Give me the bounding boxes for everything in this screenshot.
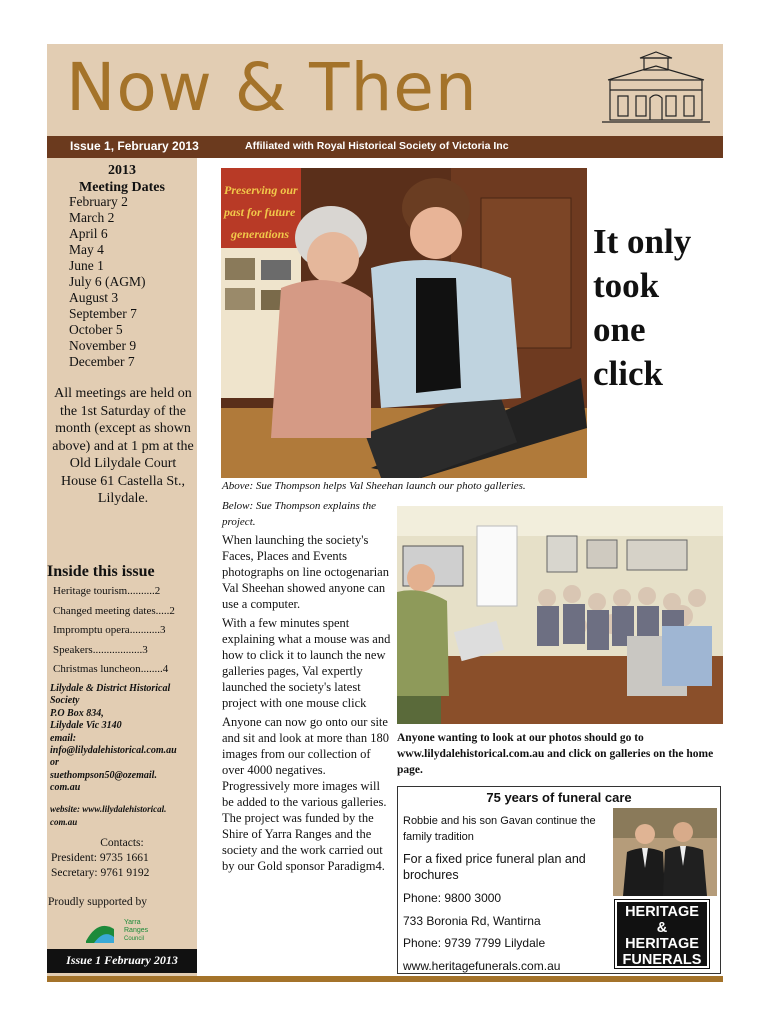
headline-line: one: [593, 310, 646, 349]
toc-leader: ..................: [92, 643, 143, 656]
toc-page: 3: [142, 643, 148, 656]
society-website: [50, 803, 196, 829]
toc-entry: [53, 582, 191, 602]
meeting-date: July 6 (AGM): [69, 274, 146, 289]
paragraph: With a few minutes spent explaining what a mouse was and how to click it to launch the new galleries pages, Val expertly launched the society's latest project with one mouse click: [222, 616, 391, 710]
toc-leader: ..........: [127, 585, 155, 597]
footer-issue: Issue 1 February 2013: [66, 953, 178, 967]
banner-line-2: past for future: [224, 205, 296, 219]
address-line: Society: [50, 695, 80, 707]
paragraph: Anyone can now go onto our site and sit and look at more than 180 images from our collection of over 4000 negatives. Progressively more images will be added to the various galleries. The project was funded by the Shire of Yarra Ranges and the society and the work carried out by our Gold sponsor Paradigm4.: [222, 715, 389, 873]
headline: [593, 220, 691, 396]
headline-line: It only: [593, 222, 692, 261]
newsletter-title: Now & Then: [66, 49, 478, 126]
meetings-title: Meeting Dates: [79, 180, 165, 195]
website-line: com.au: [50, 817, 78, 827]
audience-photo: [397, 506, 723, 724]
toc-leader: ........: [140, 663, 163, 675]
ad-title: 75 years of funeral care: [486, 790, 632, 805]
address-line: Lilydale Vic 3140: [50, 720, 122, 732]
banner-line-3: generations: [231, 227, 290, 241]
caption-above: Above: Sue Thompson helps Val Sheehan launch our photo galleries.: [222, 480, 526, 492]
toc-label: Impromptu opera: [53, 624, 130, 636]
toc-entry: [53, 660, 191, 680]
bottom-rule: [47, 976, 723, 982]
toc-label: Changed meeting dates: [53, 604, 156, 617]
toc-entry: [53, 602, 191, 622]
paragraph: When launching the society's Faces, Places and Events photographs on line octogenarian Val Sheehan showed anyone can use a computer.: [222, 533, 389, 611]
support-label: Proudly supported by: [48, 896, 148, 908]
headline-line: click: [593, 354, 663, 393]
address-line: Lilydale & District Historical: [50, 683, 171, 694]
logo-text-3: Council: [124, 936, 145, 942]
meeting-date: March 2: [69, 210, 115, 225]
inside-issue-heading: Inside this issue: [47, 563, 155, 580]
address-line: email:: [50, 732, 77, 744]
toc-page: 3: [159, 624, 166, 636]
funeral-directors-photo: [613, 808, 717, 896]
article-body: [222, 532, 394, 877]
caption-below: Below: Sue Thompson explains the project.: [222, 500, 376, 528]
toc-label: Christmas luncheon: [53, 663, 141, 675]
toc-label: Speakers: [53, 643, 93, 656]
toc-page: 4: [162, 663, 169, 675]
headline-line: took: [593, 266, 660, 305]
society-address: [50, 683, 196, 795]
logo-line: HERITAGE: [625, 904, 699, 920]
toc-page: 2: [169, 604, 175, 617]
toc-entry: [53, 641, 191, 661]
issue-label: Issue 1, February 2013: [70, 139, 199, 153]
launch-photo: [221, 168, 587, 478]
meetings-year: 2013: [108, 163, 136, 178]
secretary-contact: Secretary: 9761 9192: [51, 867, 150, 879]
ad-plan: For a fixed price funeral plan and brochures: [403, 852, 586, 882]
ad-website[interactable]: www.heritagefunerals.com.au: [403, 959, 561, 973]
courthouse-sketch-icon: [600, 50, 712, 126]
meeting-date: November 9: [69, 338, 137, 353]
contacts-title: Contacts:: [100, 837, 144, 849]
meeting-date: December 7: [69, 354, 135, 369]
president-contact: President: 9735 1661: [51, 852, 149, 864]
toc-leader: ...........: [129, 624, 160, 636]
meeting-note: All meetings are held on the 1st Saturday of the month (except as shown above) and at 1 pm at the Old Lilydale Court House 61 Castella St., Lilydale.: [52, 386, 194, 506]
meeting-date: June 1: [69, 258, 104, 273]
yarra-ranges-logo: [84, 915, 160, 945]
meeting-date: May 4: [69, 242, 104, 257]
logo-line: HERITAGE: [625, 936, 699, 952]
address-line: or: [50, 757, 59, 769]
logo-text-1: Yarra: [124, 919, 141, 926]
affiliation-label: Affiliated with Royal Historical Society of Victoria Inc: [245, 140, 509, 152]
meeting-date: August 3: [69, 290, 119, 305]
meeting-date: October 5: [69, 322, 123, 337]
ad-tradition: Robbie and his son Gavan continue the family tradition: [403, 815, 596, 843]
meeting-date: February 2: [69, 194, 128, 209]
logo-line: &: [656, 920, 668, 936]
table-of-contents: [53, 582, 191, 680]
address-line: info@lilydalehistorical.com.au: [50, 745, 177, 757]
heritage-funerals-logo: [615, 900, 709, 968]
logo-text-2: Ranges: [124, 927, 149, 934]
meeting-date: September 7: [69, 306, 137, 321]
ad-address: 733 Boronia Rd, Wantirna: [403, 914, 541, 928]
address-line: com.au: [50, 782, 81, 794]
address-line: suethompson50@ozemail.: [50, 769, 157, 781]
toc-page: 2: [154, 585, 161, 597]
photos-caption: Anyone wanting to look at our photos should go to www.lilydalehistorical.com.au and click on galleries on the home page.: [397, 732, 714, 776]
toc-leader: .....: [155, 604, 170, 617]
toc-entry: [53, 621, 191, 641]
meeting-date: April 6: [69, 226, 108, 241]
toc-label: Heritage tourism: [53, 585, 128, 597]
meeting-dates-list: [69, 194, 146, 370]
ad-phone-2: Phone: 9739 7799 Lilydale: [403, 936, 546, 950]
contacts-block: [47, 836, 197, 881]
logo-line: FUNERALS: [622, 952, 702, 968]
address-line: P.O Box 834,: [50, 707, 104, 719]
ad-phone-1: Phone: 9800 3000: [403, 891, 502, 905]
website-line: website: www.lilydalehistorical.: [50, 804, 167, 814]
banner-line-1: Preserving our: [224, 183, 298, 197]
